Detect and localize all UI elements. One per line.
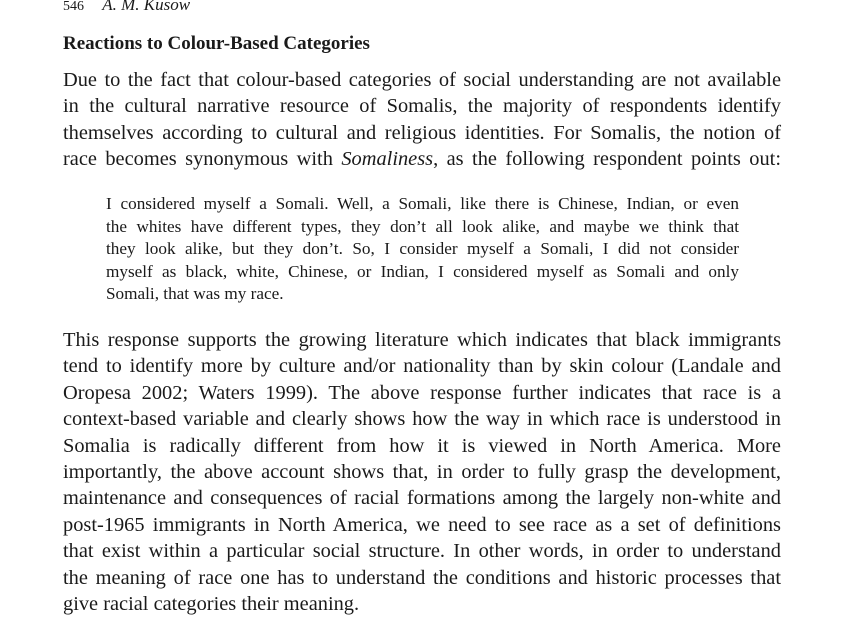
paragraph-1: [63, 67, 781, 173]
quote-line: I considered myself a Somali. Well, a Somali, like there is Chinese, Indian, or even: [106, 194, 739, 213]
quote-line: the whites have different types, they don’t all look alike, and maybe we think that: [106, 216, 739, 236]
paragraph-line: themselves according to cultural and religious identities. For Somalis, the notion of: [63, 121, 781, 144]
paragraph-line: Due to the fact that colour-based categories of social understanding are not available: [63, 69, 781, 91]
running-head: [63, 0, 190, 17]
paragraph-line: Somalia is radically different from how it is viewed in North America. More: [63, 434, 781, 457]
paragraph-line: give racial categories their meaning.: [63, 593, 360, 616]
text-run: , as the following respondent points out:: [433, 148, 781, 171]
paragraph-line: in the cultural narrative resource of Somalis, the majority of respondents identify: [63, 95, 781, 118]
section-heading: Reactions to Colour-Based Categories: [63, 33, 370, 54]
text-run: race becomes synonymous with: [63, 148, 342, 171]
paragraph-line: importantly, the above account shows that, in order to fully grasp the development,: [63, 461, 781, 484]
paragraph-line: context-based variable and clearly shows how the way in which race is understood in: [63, 408, 781, 431]
paragraph-line: This response supports the growing literature which indicates that black immigrants: [63, 329, 781, 351]
paragraph-line: post-1965 immigrants in North America, we need to see race as a set of definitions: [63, 513, 781, 536]
paragraph-line: [63, 146, 781, 172]
paragraph-line: maintenance and consequences of racial formations among the largely non-white and: [63, 487, 781, 510]
running-head-author: A. M. Kusow: [102, 0, 191, 14]
page-number: 546: [63, 0, 84, 14]
quote-line: Somali, that was my race.: [106, 284, 284, 303]
block-quote: [106, 193, 739, 306]
paragraph-line: that exist within a particular social structure. In other words, in order to understand: [63, 540, 781, 563]
quote-line: they look alike, but they don’t. So, I consider myself a Somali, I did not consider: [106, 239, 739, 258]
paragraph-line: tend to identify more by culture and/or nationality than by skin colour (Landale and: [63, 355, 781, 378]
paragraph-line: the meaning of race one has to understand the conditions and historic processes that: [63, 566, 781, 589]
paragraph-2: [63, 327, 781, 617]
italic-term: Somaliness: [341, 148, 434, 171]
paragraph-line: Oropesa 2002; Waters 1999). The above response further indicates that race is a: [63, 381, 781, 404]
quote-line: myself as black, white, Chinese, or Indian, I considered myself as Somali and only: [106, 261, 739, 281]
